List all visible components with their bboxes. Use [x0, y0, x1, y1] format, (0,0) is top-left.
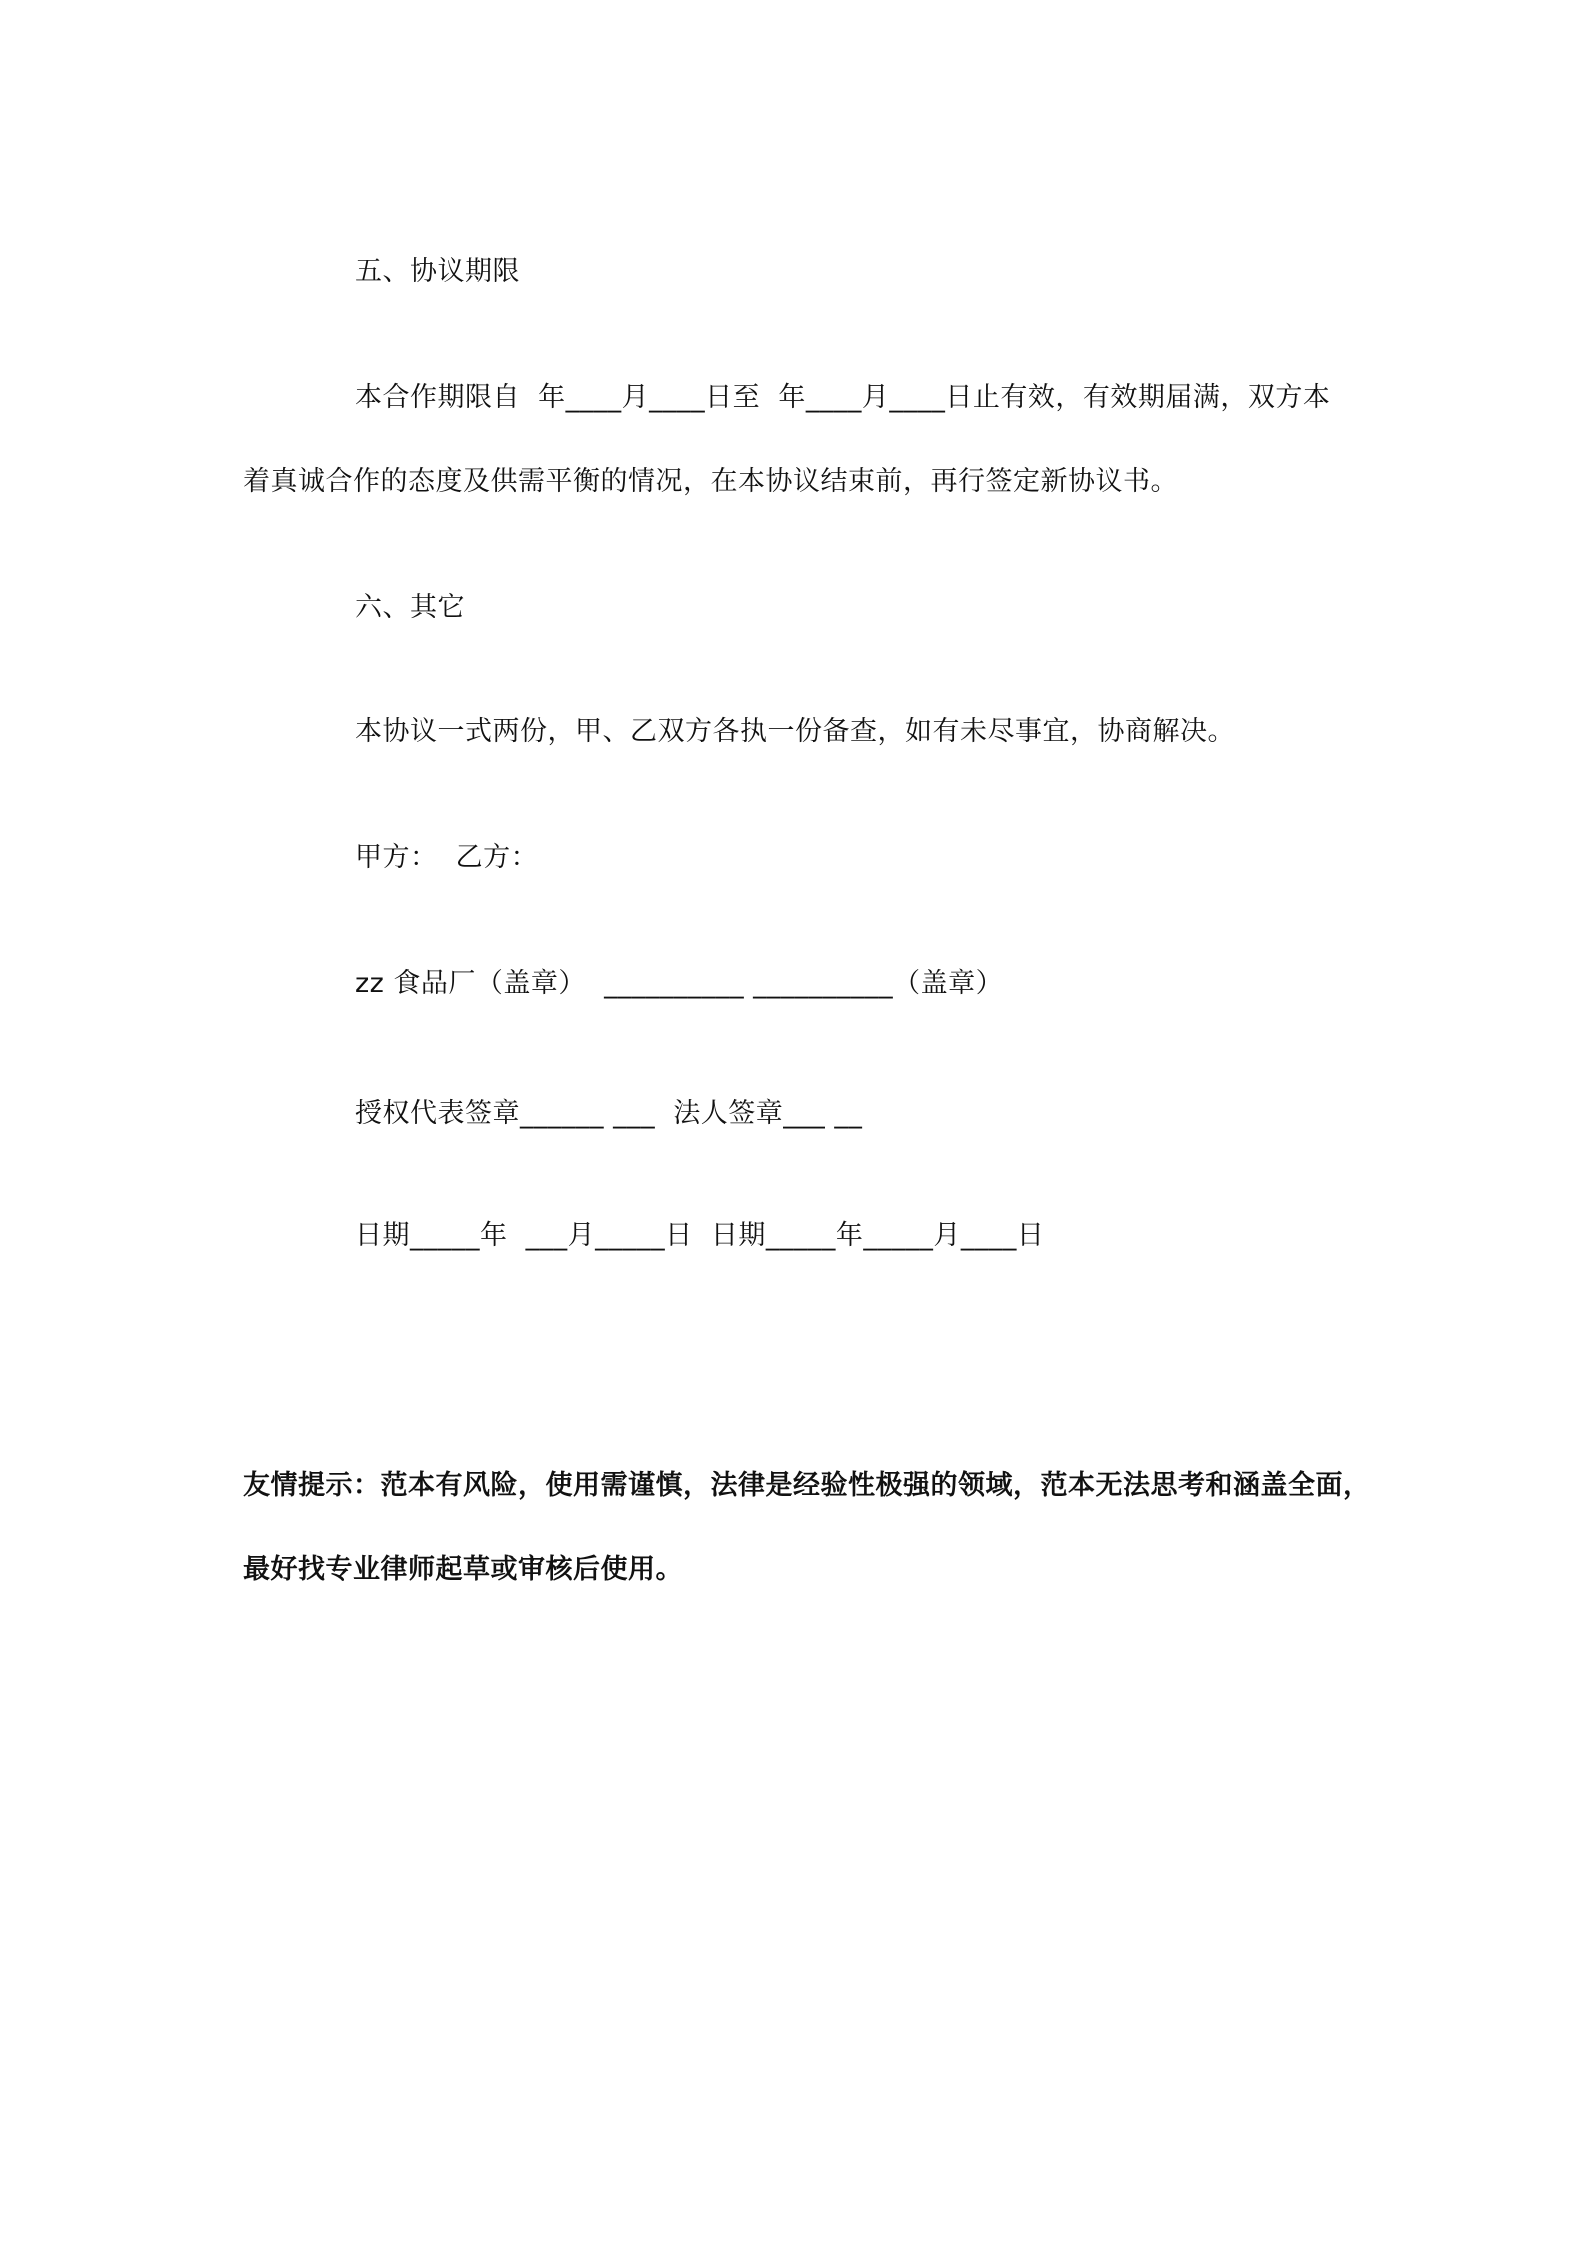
friendly-tip-line-1: 友情提示：范本有风险，使用需谨慎，法律是经验性极强的领域，范本无法思考和涵盖全面，	[243, 1470, 1371, 1501]
parties-line: 甲方： 乙方：	[355, 842, 539, 873]
date-line: 日期_____年 ___月_____日 日期_____年_____月____日	[355, 1220, 1045, 1251]
section-6-heading: 六、其它	[355, 592, 465, 623]
section-5-body-line-1: 本合作期限自 年____月____日至 年____月____日止有效，有效期届满，双方本	[355, 382, 1331, 413]
section-6-body: 本协议一式两份，甲、乙双方各执一份备查，如有未尽事宜，协商解决。	[355, 716, 1235, 747]
section-5-heading: 五、协议期限	[355, 256, 520, 287]
stamp-line: zz 食品厂（盖章） __________ __________（盖章）	[355, 968, 1004, 999]
section-5-body-line-2: 着真诚合作的态度及供需平衡的情况，在本协议结束前，再行签定新协议书。	[243, 466, 1178, 497]
friendly-tip-line-2: 最好找专业律师起草或审核后使用。	[243, 1554, 683, 1585]
signature-line: 授权代表签章______ ___ 法人签章___ __	[355, 1098, 863, 1129]
